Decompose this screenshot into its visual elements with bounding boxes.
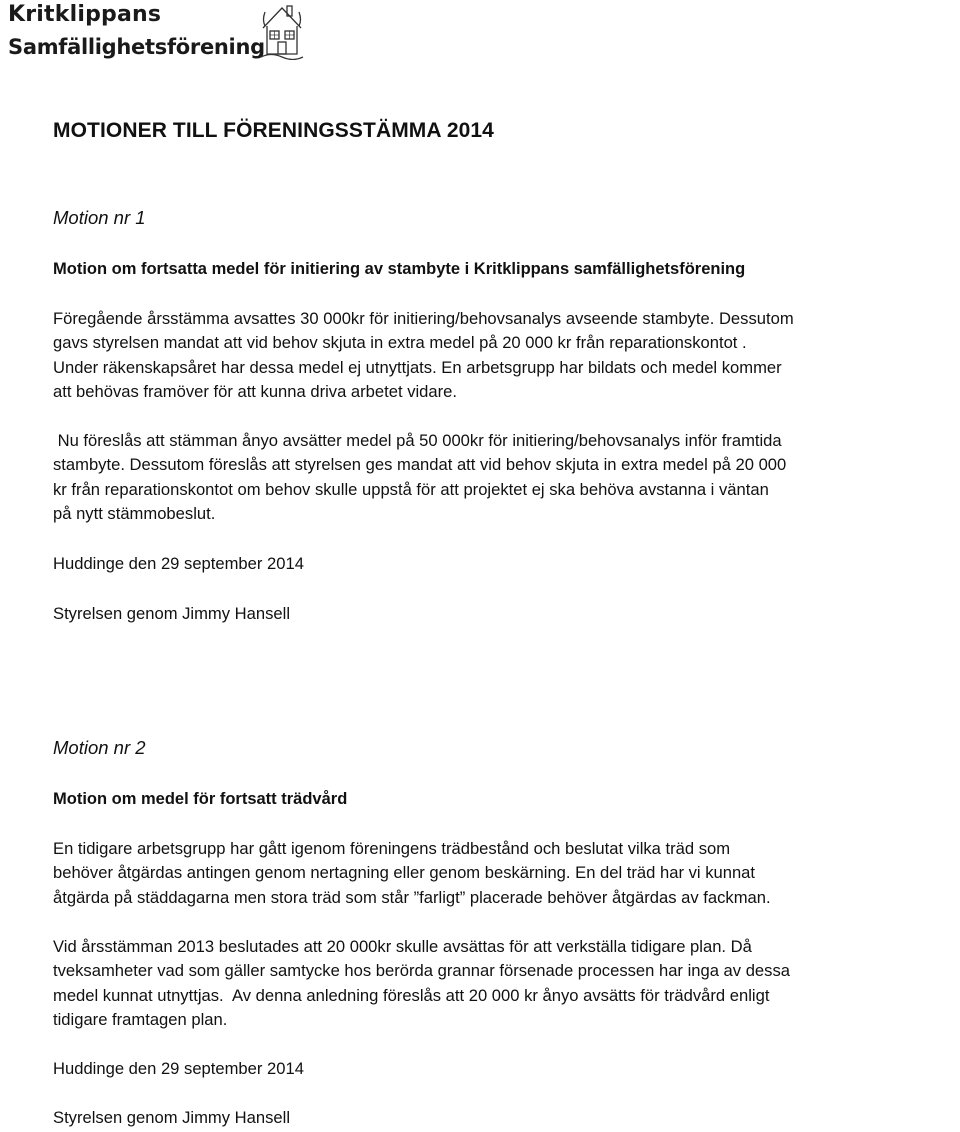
text-line: tveksamheter vad som gäller samtycke hos berörda grannar försenade processen har inga av dessa <box>53 961 790 981</box>
text-line: stambyte. Dessutom föreslås att styrelsen ges mandat att vid behov skjuta in extra medel på 20 000 <box>53 455 787 475</box>
motion-2-paragraph-1 <box>53 837 913 910</box>
text-line: Vid årsstämman 2013 beslutades att 20 000kr skulle avsättas för att verkställa tidigare plan. Då <box>53 937 752 956</box>
page-title: MOTIONER TILL FÖRENINGSSTÄMMA 2014 <box>53 119 494 142</box>
motion-1-heading: Motion om fortsatta medel för initiering av stambyte i Kritklippans samfällighetsförening <box>53 260 746 278</box>
text-line: Nu föreslås att stämman ånyo avsätter medel på 50 000kr för initiering/behovsanalys inför framtida <box>53 431 782 450</box>
motion-2-label: Motion nr 2 <box>53 737 146 758</box>
text-line: tidigare framtagen plan. <box>53 1009 228 1029</box>
text-line: medel kunnat utnyttjas. Av denna anledning föreslås att 20 000 kr ånyo avsätts för trädvård enligt <box>53 985 770 1005</box>
motion-2-date: Huddinge den 29 september 2014 <box>53 1059 304 1078</box>
motion-2-heading: Motion om medel för fortsatt trädvård <box>53 790 348 808</box>
logo-line-2: Samfällighetsförening <box>8 35 265 59</box>
text-line: Under räkenskapsåret har dessa medel ej utnyttjats. En arbetsgrupp har bildats och medel kommer <box>53 357 782 377</box>
association-logo <box>8 4 265 58</box>
motion-2-paragraph-2 <box>53 935 913 1032</box>
logo-line-1: Kritklippans <box>8 2 162 27</box>
motion-1-signature: Styrelsen genom Jimmy Hansell <box>53 604 291 623</box>
motion-1-paragraph-1 <box>53 307 913 404</box>
text-line: åtgärda på städdagarna men stora träd som står ”farligt” placerade behöver åtgärdas av fackman. <box>53 887 771 907</box>
motion-2-signature: Styrelsen genom Jimmy Hansell <box>53 1108 291 1127</box>
text-line: En tidigare arbetsgrupp har gått igenom föreningens trädbestånd och beslutat vilka träd som <box>53 839 731 858</box>
text-line: kr från reparationskontot om behov skulle uppstå för att projektet ej ska behöva avstanna i väntan <box>53 479 769 499</box>
motion-1-date: Huddinge den 29 september 2014 <box>53 554 304 573</box>
house-icon <box>259 2 305 60</box>
text-line: gavs styrelsen mandat att vid behov skjuta in extra medel på 20 000 kr från reparationskontot . <box>53 333 747 353</box>
text-line: att behövas framöver för att kunna driva arbetet vidare. <box>53 381 457 401</box>
motion-1-label: Motion nr 1 <box>53 207 146 228</box>
text-line: på nytt stämmobeslut. <box>53 503 216 523</box>
motion-1-paragraph-2 <box>53 429 913 526</box>
text-line: behöver åtgärdas antingen genom nertagning eller genom beskärning. En del träd har vi kunnat <box>53 863 756 883</box>
text-line: Föregående årsstämma avsattes 30 000kr för initiering/behovsanalys avseende stambyte. Dessutom <box>53 309 794 328</box>
